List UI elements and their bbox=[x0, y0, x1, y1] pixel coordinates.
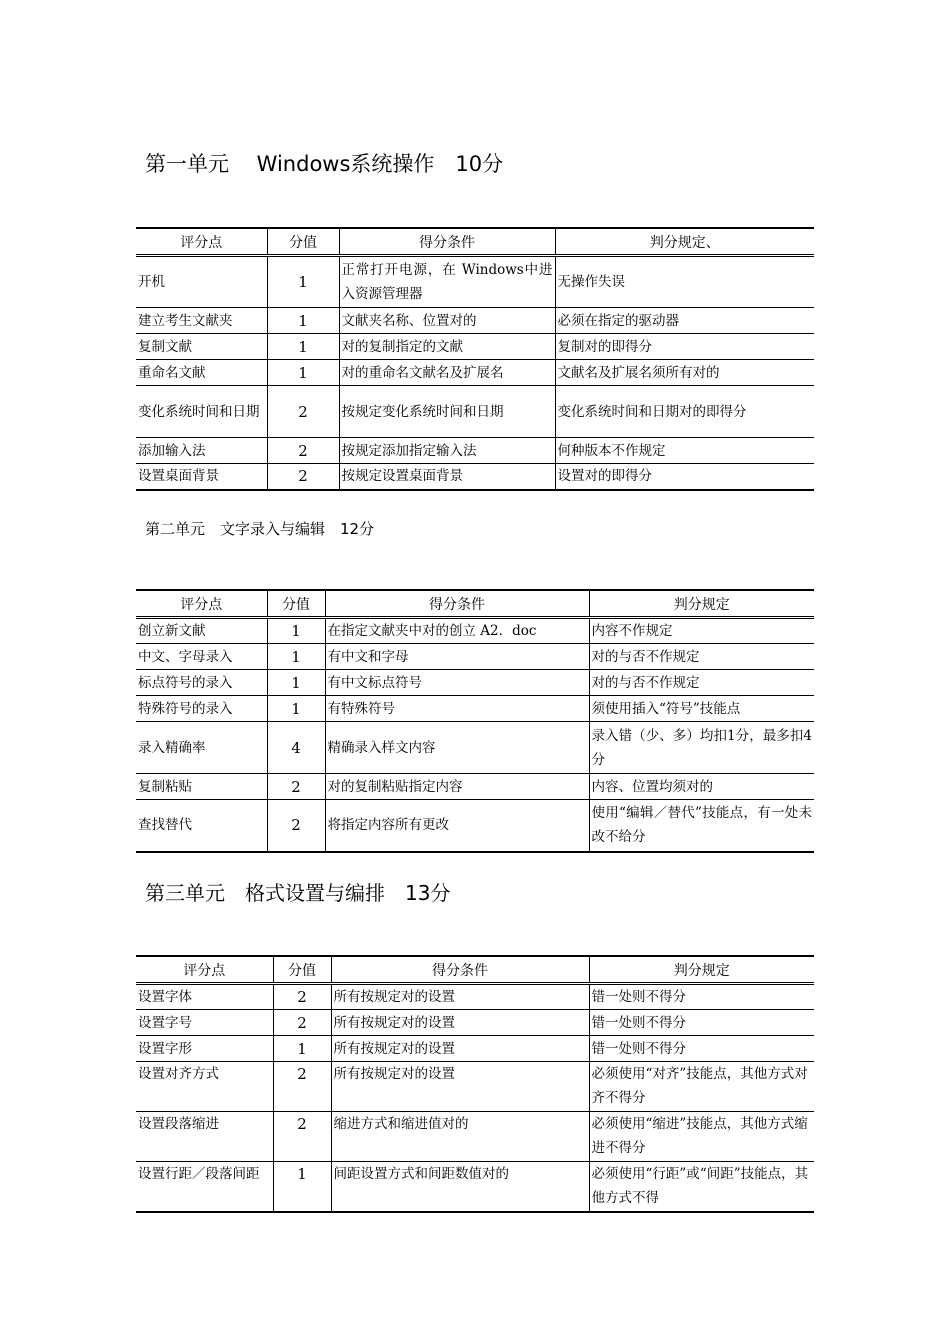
cell-point: 特殊符号的录入 bbox=[136, 696, 267, 722]
cell-rule: 变化系统时间和日期对的即得分 bbox=[555, 386, 814, 438]
cell-score: 2 bbox=[267, 800, 325, 852]
cell-rule: 错一处则不得分 bbox=[589, 1010, 814, 1036]
cell-rule: 必须使用“行距”或“间距”技能点，其他方式不得 bbox=[589, 1162, 814, 1212]
cell-condition: 所有按规定对的设置 bbox=[331, 1036, 589, 1062]
cell-score: 1 bbox=[267, 696, 325, 722]
cell-score: 2 bbox=[267, 438, 339, 464]
cell-score: 1 bbox=[267, 360, 339, 386]
unit1-table bbox=[136, 227, 814, 491]
cell-point: 查找替代 bbox=[136, 800, 267, 852]
cell-condition: 按规定设置桌面背景 bbox=[339, 464, 555, 490]
header-rule: 判分规定、 bbox=[555, 228, 814, 256]
header-rule: 判分规定 bbox=[589, 956, 814, 984]
cell-point: 开机 bbox=[136, 256, 267, 308]
cell-point: 设置段落缩进 bbox=[136, 1112, 273, 1162]
cell-rule: 必须使用“对齐”技能点，其他方式对齐不得分 bbox=[589, 1062, 814, 1112]
cell-condition: 按规定变化系统时间和日期 bbox=[339, 386, 555, 438]
cell-score: 1 bbox=[267, 670, 325, 696]
cell-condition: 对的复制指定的文献 bbox=[339, 334, 555, 360]
cell-rule: 内容不作规定 bbox=[589, 618, 814, 644]
cell-condition: 对的复制粘贴指定内容 bbox=[325, 774, 589, 800]
cell-point: 重命名文献 bbox=[136, 360, 267, 386]
cell-condition: 对的重命名文献名及扩展名 bbox=[339, 360, 555, 386]
table-row bbox=[136, 1010, 814, 1036]
cell-condition: 在指定文献夹中对的创立 A2．doc bbox=[325, 618, 589, 644]
unit3-table bbox=[136, 955, 814, 1213]
cell-rule: 复制对的即得分 bbox=[555, 334, 814, 360]
cell-point: 设置行距／段落间距 bbox=[136, 1162, 273, 1212]
header-score: 分值 bbox=[273, 956, 331, 984]
cell-score: 2 bbox=[267, 774, 325, 800]
table-row bbox=[136, 438, 814, 464]
table-row bbox=[136, 464, 814, 490]
cell-score: 2 bbox=[267, 464, 339, 490]
cell-point: 设置桌面背景 bbox=[136, 464, 267, 490]
table-row bbox=[136, 1162, 814, 1212]
cell-rule: 错一处则不得分 bbox=[589, 1036, 814, 1062]
cell-score: 4 bbox=[267, 722, 325, 774]
cell-condition: 文献夹名称、位置对的 bbox=[339, 308, 555, 334]
table-row bbox=[136, 670, 814, 696]
cell-point: 添加输入法 bbox=[136, 438, 267, 464]
cell-point: 设置字体 bbox=[136, 984, 273, 1010]
cell-condition: 有中文和字母 bbox=[325, 644, 589, 670]
cell-score: 2 bbox=[273, 984, 331, 1010]
table-row bbox=[136, 386, 814, 438]
cell-score: 1 bbox=[267, 644, 325, 670]
table-row bbox=[136, 1062, 814, 1112]
cell-rule: 必须在指定的驱动器 bbox=[555, 308, 814, 334]
header-condition: 得分条件 bbox=[331, 956, 589, 984]
cell-rule: 录入错（少、多）均扣1分，最多扣4分 bbox=[589, 722, 814, 774]
table-row bbox=[136, 256, 814, 308]
unit2-title: 第二单元 文字录入与编辑 12分 bbox=[145, 520, 375, 538]
cell-rule: 对的与否不作规定 bbox=[589, 670, 814, 696]
table-row bbox=[136, 644, 814, 670]
cell-condition: 所有按规定对的设置 bbox=[331, 1062, 589, 1112]
unit2-table bbox=[136, 589, 814, 853]
unit3-title: 第三单元 格式设置与编排 13分 bbox=[145, 881, 451, 905]
table-row bbox=[136, 334, 814, 360]
cell-rule: 无操作失误 bbox=[555, 256, 814, 308]
cell-point: 中文、字母录入 bbox=[136, 644, 267, 670]
header-point: 评分点 bbox=[136, 590, 267, 618]
cell-point: 建立考生文献夹 bbox=[136, 308, 267, 334]
cell-point: 录入精确率 bbox=[136, 722, 267, 774]
header-score: 分值 bbox=[267, 228, 339, 256]
cell-condition: 所有按规定对的设置 bbox=[331, 984, 589, 1010]
cell-point: 设置字形 bbox=[136, 1036, 273, 1062]
cell-score: 2 bbox=[273, 1010, 331, 1036]
cell-point: 复制文献 bbox=[136, 334, 267, 360]
cell-score: 2 bbox=[273, 1112, 331, 1162]
cell-rule: 使用“编辑／替代”技能点，有一处未改不给分 bbox=[589, 800, 814, 852]
table-row bbox=[136, 1112, 814, 1162]
cell-rule: 须使用插入“符号”技能点 bbox=[589, 696, 814, 722]
cell-rule: 内容、位置均须对的 bbox=[589, 774, 814, 800]
cell-score: 1 bbox=[267, 618, 325, 644]
cell-condition: 按规定添加指定输入法 bbox=[339, 438, 555, 464]
cell-rule: 何种版本不作规定 bbox=[555, 438, 814, 464]
cell-score: 1 bbox=[267, 256, 339, 308]
cell-score: 1 bbox=[267, 308, 339, 334]
cell-point: 复制粘贴 bbox=[136, 774, 267, 800]
cell-condition: 精确录入样文内容 bbox=[325, 722, 589, 774]
cell-condition: 所有按规定对的设置 bbox=[331, 1010, 589, 1036]
table-header-row bbox=[136, 228, 814, 256]
cell-rule: 错一处则不得分 bbox=[589, 984, 814, 1010]
cell-point: 创立新文献 bbox=[136, 618, 267, 644]
unit1-title: 第一单元 Windows系统操作 10分 bbox=[145, 152, 504, 176]
table-row bbox=[136, 360, 814, 386]
cell-point: 设置字号 bbox=[136, 1010, 273, 1036]
cell-rule: 必须使用“缩进”技能点，其他方式缩进不得分 bbox=[589, 1112, 814, 1162]
header-point: 评分点 bbox=[136, 228, 267, 256]
table-header-row bbox=[136, 956, 814, 984]
table-row bbox=[136, 722, 814, 774]
cell-score: 2 bbox=[267, 386, 339, 438]
table-row bbox=[136, 308, 814, 334]
header-condition: 得分条件 bbox=[325, 590, 589, 618]
table-header-row bbox=[136, 590, 814, 618]
header-rule: 判分规定 bbox=[589, 590, 814, 618]
cell-condition: 有中文标点符号 bbox=[325, 670, 589, 696]
cell-rule: 对的与否不作规定 bbox=[589, 644, 814, 670]
cell-condition: 缩进方式和缩进值对的 bbox=[331, 1112, 589, 1162]
table-row bbox=[136, 800, 814, 852]
cell-score: 1 bbox=[273, 1162, 331, 1212]
cell-score: 2 bbox=[273, 1062, 331, 1112]
cell-point: 标点符号的录入 bbox=[136, 670, 267, 696]
cell-score: 1 bbox=[273, 1036, 331, 1062]
header-score: 分值 bbox=[267, 590, 325, 618]
cell-rule: 设置对的即得分 bbox=[555, 464, 814, 490]
table-row bbox=[136, 696, 814, 722]
cell-condition: 将指定内容所有更改 bbox=[325, 800, 589, 852]
cell-point: 变化系统时间和日期 bbox=[136, 386, 267, 438]
table-row bbox=[136, 618, 814, 644]
table-row bbox=[136, 774, 814, 800]
cell-condition: 有特殊符号 bbox=[325, 696, 589, 722]
cell-rule: 文献名及扩展名须所有对的 bbox=[555, 360, 814, 386]
cell-condition: 间距设置方式和间距数值对的 bbox=[331, 1162, 589, 1212]
cell-score: 1 bbox=[267, 334, 339, 360]
cell-condition: 正常打开电源，在 Windows中进入资源管理器 bbox=[339, 256, 555, 308]
header-condition: 得分条件 bbox=[339, 228, 555, 256]
table-row bbox=[136, 984, 814, 1010]
header-point: 评分点 bbox=[136, 956, 273, 984]
table-row bbox=[136, 1036, 814, 1062]
cell-point: 设置对齐方式 bbox=[136, 1062, 273, 1112]
